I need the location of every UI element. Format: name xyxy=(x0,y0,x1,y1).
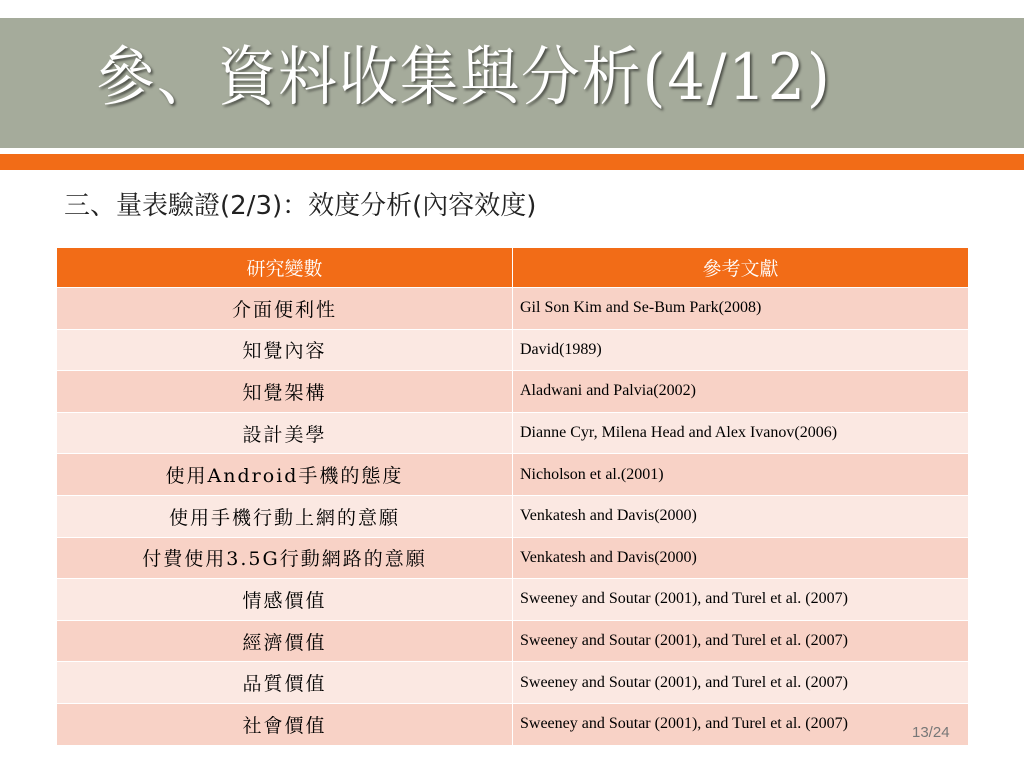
table-row xyxy=(57,371,969,413)
variable-cell: 社會價值 xyxy=(57,703,513,745)
variable-cell: 付費使用3.5G行動網路的意願 xyxy=(57,537,513,579)
variable-cell: 設計美學 xyxy=(57,412,513,454)
accent-bar xyxy=(0,154,1024,170)
reference-cell: Sweeney and Soutar (2001), and Turel et al. (2007) xyxy=(513,620,969,662)
table-row xyxy=(57,329,969,371)
reference-cell: Venkatesh and Davis(2000) xyxy=(513,537,969,579)
reference-cell: Venkatesh and Davis(2000) xyxy=(513,495,969,537)
variable-cell: 品質價值 xyxy=(57,662,513,704)
reference-cell: David(1989) xyxy=(513,329,969,371)
table-row xyxy=(57,620,969,662)
table-row xyxy=(57,579,969,621)
header-variable: 研究變數 xyxy=(57,248,513,288)
table-row xyxy=(57,412,969,454)
slide-subtitle: 三、量表驗證(2/3)：效度分析(內容效度) xyxy=(64,191,537,221)
table-row xyxy=(57,537,969,579)
reference-table xyxy=(56,247,969,746)
slide-title: 參、資料收集與分析(4/12) xyxy=(96,41,832,115)
variable-cell: 使用手機行動上網的意願 xyxy=(57,495,513,537)
header-reference: 參考文獻 xyxy=(513,248,969,288)
variable-cell: 使用Android手機的態度 xyxy=(57,454,513,496)
table-row xyxy=(57,495,969,537)
table-header-row xyxy=(57,248,969,288)
variable-cell: 介面便利性 xyxy=(57,288,513,330)
reference-cell: Aladwani and Palvia(2002) xyxy=(513,371,969,413)
table-row xyxy=(57,662,969,704)
table-row xyxy=(57,703,969,745)
table-row xyxy=(57,288,969,330)
variable-cell: 經濟價值 xyxy=(57,620,513,662)
reference-cell: Dianne Cyr, Milena Head and Alex Ivanov(2006) xyxy=(513,412,969,454)
variable-cell: 知覺內容 xyxy=(57,329,513,371)
table-row xyxy=(57,454,969,496)
page-number: 13/24 xyxy=(912,724,950,741)
variable-cell: 情感價值 xyxy=(57,579,513,621)
reference-cell: Gil Son Kim and Se-Bum Park(2008) xyxy=(513,288,969,330)
variable-cell: 知覺架構 xyxy=(57,371,513,413)
reference-cell: Sweeney and Soutar (2001), and Turel et al. (2007) xyxy=(513,703,969,745)
reference-cell: Sweeney and Soutar (2001), and Turel et al. (2007) xyxy=(513,662,969,704)
reference-cell: Nicholson et al.(2001) xyxy=(513,454,969,496)
reference-cell: Sweeney and Soutar (2001), and Turel et al. (2007) xyxy=(513,579,969,621)
